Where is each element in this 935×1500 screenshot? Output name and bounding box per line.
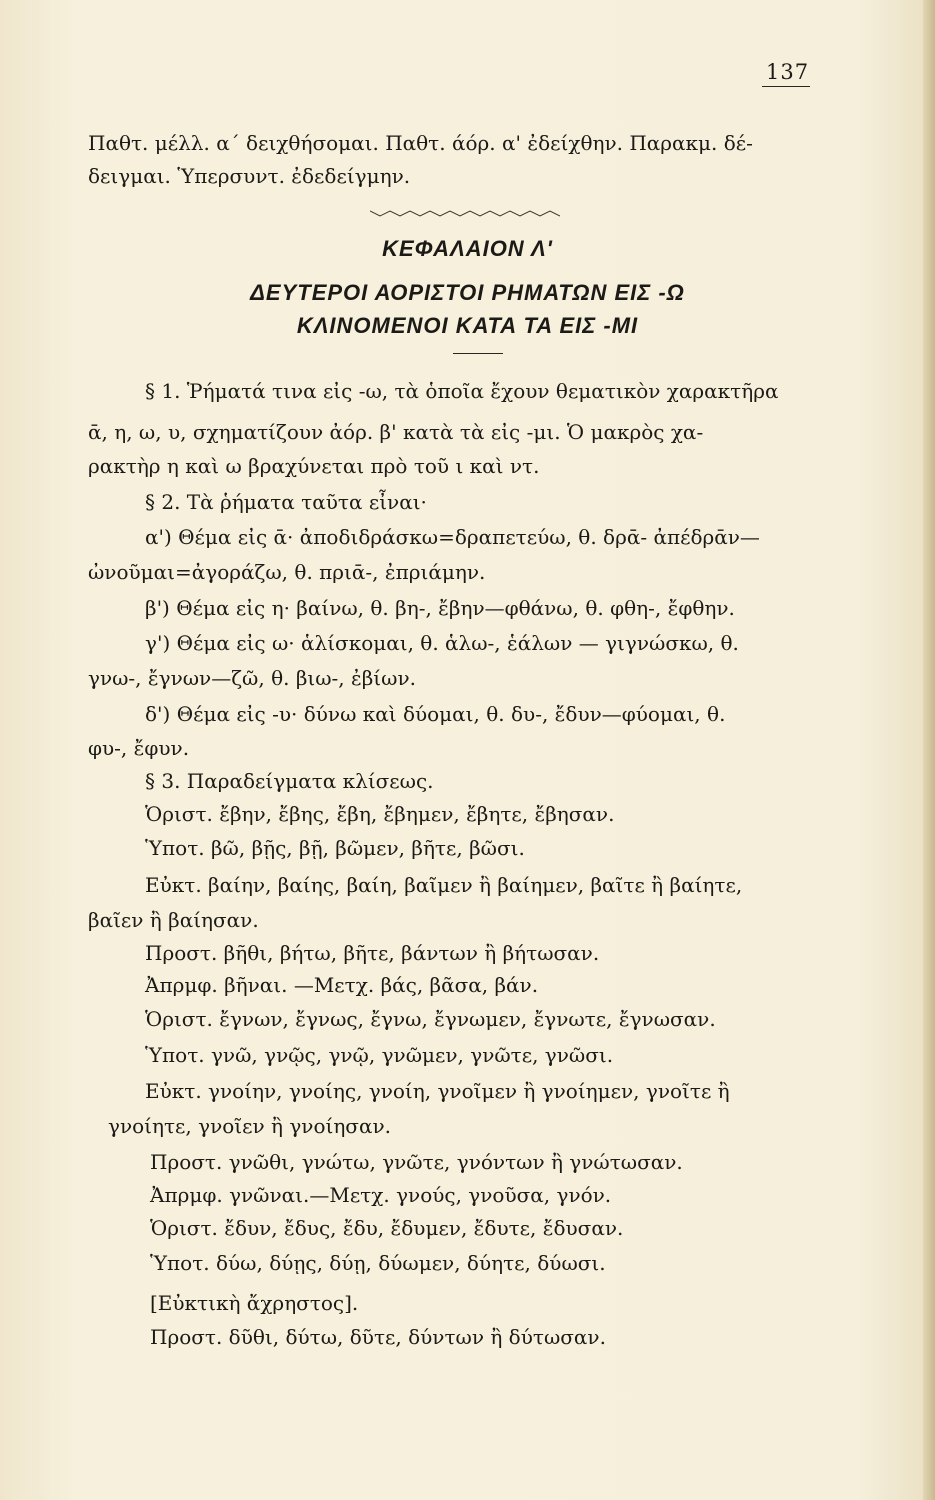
- theme-a-line-2: ὠνοῦμαι=ἀγοράζω, θ. πριᾱ-, ἐπριάμην.: [88, 560, 486, 584]
- conj-gno-imperative: Προστ. γνῶθι, γνώτω, γνῶτε, γνόντων ἢ γνώτωσαν.: [150, 1150, 683, 1174]
- theme-d-line-1: δ') Θέμα εἰς -υ· δύνω καὶ δύομαι, θ. δυ-, ἔδυν—φύομαι, θ.: [145, 702, 726, 726]
- heading-rule: [453, 353, 503, 354]
- paragraph-3-title: § 3. Παραδείγματα κλίσεως.: [145, 769, 434, 793]
- conj-dy-optative-note: [Εὐκτικὴ ἄχρηστος].: [150, 1291, 359, 1315]
- theme-b-line: β') Θέμα εἰς η· βαίνω, θ. βη-, ἔβην—φθάνω, θ. φθη-, ἔφθην.: [145, 596, 735, 620]
- header-rule: [762, 86, 810, 87]
- chapter-subtitle-1: ΔΕΥΤΕΡΟΙ ΑΟΡΙΣΤΟΙ ΡΗΜΑΤΩΝ ΕΙΣ -Ω: [250, 280, 685, 305]
- paragraph-1-line-1: § 1. Ῥήματά τινα εἰς -ω, τὰ ὁποῖα ἔχουν θεματικὸν χαρακτῆρα: [145, 379, 779, 403]
- conj-gno-optative-2: γνοίητε, γνοῖεν ἢ γνοίησαν.: [108, 1114, 391, 1138]
- conj-dy-indicative: Ὁριστ. ἔδυν, ἔδυς, ἔδυ, ἔδυμεν, ἔδυτε, ἔδυσαν.: [150, 1216, 624, 1240]
- conj-gno-infinitive: Ἀπρμφ. γνῶναι.—Μετχ. γνούς, γνοῦσα, γνόν.: [150, 1183, 612, 1207]
- theme-c-line-1: γ') Θέμα εἰς ω· ἁλίσκομαι, θ. ἁλω-, ἑάλων — γιγνώσκω, θ.: [145, 631, 739, 655]
- conj-dy-imperative: Προστ. δῦθι, δύτω, δῦτε, δύντων ἢ δύτωσαν.: [150, 1325, 606, 1349]
- conj-bain-infinitive: Ἀπρμφ. βῆναι. —Μετχ. βάς, βᾶσα, βάν.: [145, 973, 539, 997]
- chapter-title: ΚΕΦΑΛΑΙΟΝ Λ': [382, 236, 553, 261]
- page-number: 137: [766, 60, 810, 84]
- conj-bain-optative-2: βαῖεν ἢ βαίησαν.: [88, 908, 259, 932]
- paragraph-1-line-2: ᾱ, η, ω, υ, σχηματίζουν ἀόρ. β' κατὰ τὰ εἰς -μι. Ὁ μακρὸς χα-: [88, 420, 704, 444]
- paragraph-2-line-1: § 2. Τὰ ῥήματα ταῦτα εἶναι·: [145, 490, 427, 514]
- conj-gno-optative-1: Εὐκτ. γνοίην, γνοίης, γνοίη, γνοῖμεν ἢ γνοίημεν, γνοῖτε ἢ: [145, 1079, 730, 1103]
- conj-bain-subjunctive: Ὑποτ. βῶ, βῇς, βῇ, βῶμεν, βῆτε, βῶσι.: [145, 836, 525, 860]
- paragraph-1-line-3: ρακτὴρ η καὶ ω βραχύνεται πρὸ τοῦ ι καὶ ντ.: [88, 454, 540, 478]
- intro-line-2: δειγμαι. Ὑπερσυντ. ἐδεδείγμην.: [88, 164, 411, 188]
- conj-gno-indicative: Ὁριστ. ἔγνων, ἔγνως, ἔγνω, ἔγνωμεν, ἔγνωτε, ἔγνωσαν.: [145, 1007, 716, 1031]
- theme-d-line-2: φυ-, ἔφυν.: [88, 736, 190, 760]
- conj-bain-indicative: Ὁριστ. ἔβην, ἔβης, ἔβη, ἔβημεν, ἔβητε, ἔβησαν.: [145, 802, 615, 826]
- chapter-subtitle-2: ΚΛΙΝΟΜΕΝΟΙ ΚΑΤΑ ΤΑ ΕΙΣ -ΜΙ: [296, 313, 639, 338]
- intro-line-1: Παθτ. μέλλ. α΄ δειχθήσομαι. Παθτ. άόρ. α' ἐδείχθην. Παρακμ. δέ-: [88, 131, 753, 155]
- theme-c-line-2: γνω-, ἔγνων—ζῶ, θ. βιω-, ἐβίων.: [88, 666, 416, 690]
- conj-dy-subjunctive: Ὑποτ. δύω, δύῃς, δύῃ, δύωμεν, δύητε, δύωσι.: [150, 1251, 606, 1275]
- conj-bain-optative-1: Εὐκτ. βαίην, βαίης, βαίη, βαῖμεν ἢ βαίημεν, βαῖτε ἢ βαίητε,: [145, 873, 743, 897]
- decorative-flourish: [370, 208, 560, 218]
- conj-bain-imperative: Προστ. βῆθι, βήτω, βῆτε, βάντων ἢ βήτωσαν.: [145, 941, 600, 965]
- theme-a-line-1: α') Θέμα εἰς ᾱ· ἀποδιδράσκω=δραπετεύω, θ. δρᾱ- ἀπέδρᾱν—: [145, 525, 760, 549]
- conj-gno-subjunctive: Ὑποτ. γνῶ, γνῷς, γνῷ, γνῶμεν, γνῶτε, γνῶσι.: [145, 1043, 614, 1067]
